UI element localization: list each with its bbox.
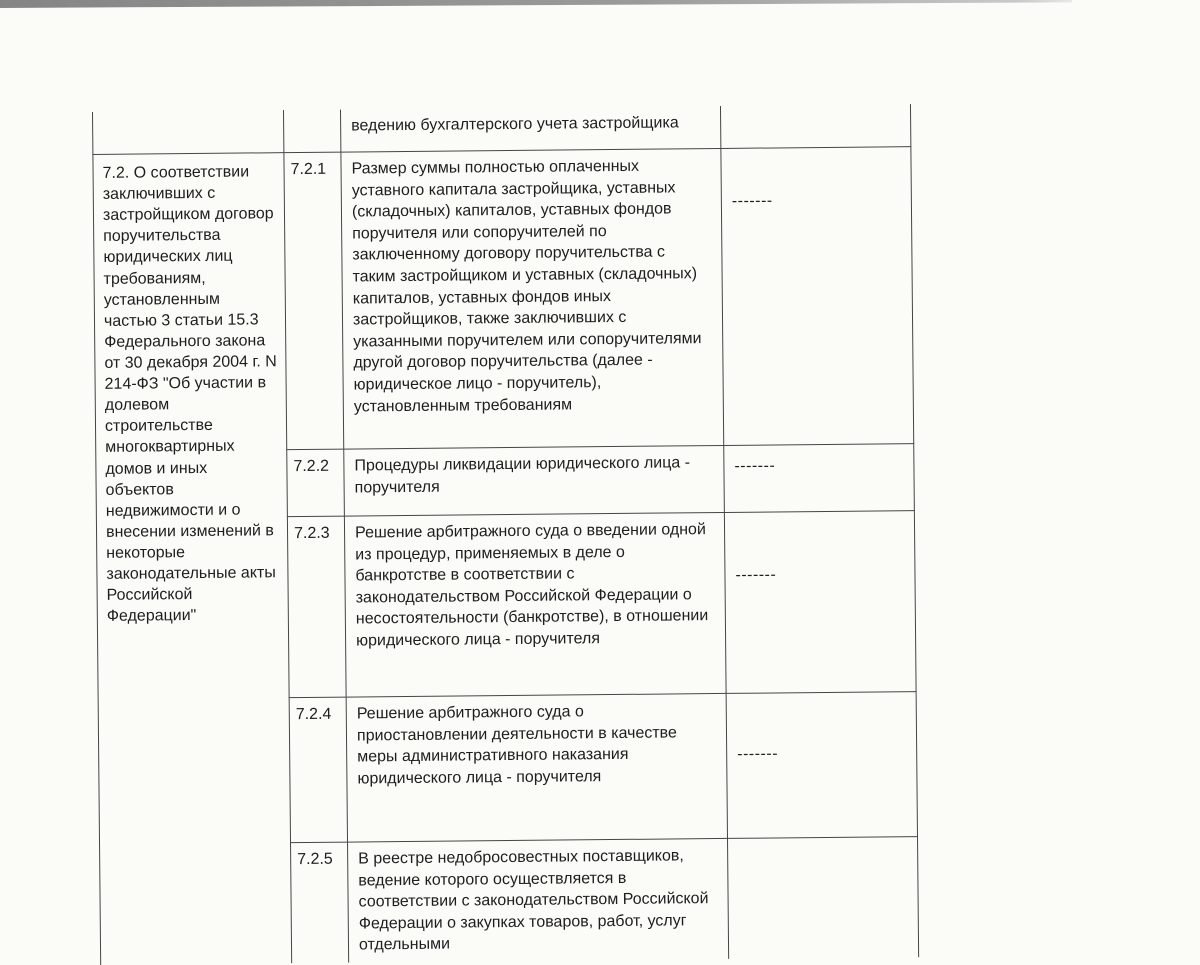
row-value bbox=[720, 104, 910, 148]
row-number bbox=[283, 110, 340, 153]
row-number: 7.2.3 bbox=[287, 516, 346, 698]
row-number: 7.2.1 bbox=[284, 152, 344, 450]
spillover-row-text: ведению бухгалтерского учета застройщика bbox=[340, 106, 720, 152]
row-description: Размер суммы полностью оплаченных уставного капитала застройщика, уставных (складочных) капиталов, уставных фондов поручителя или сопоручителей по заключенному договору поручительства с таким застройщиком и уставных (складочных) капиталов, уставных фондов иных застройщиков, также заключивших с указанными поручителем или сопоручителями другой договор поручительства (далее - юридическое лицо - поручитель), установленным требованиям bbox=[341, 148, 724, 449]
row-value: ------- bbox=[724, 444, 915, 513]
row-value bbox=[728, 837, 919, 959]
disclosure-table bbox=[92, 104, 919, 965]
row-value: ------- bbox=[726, 692, 917, 839]
left-column-empty-cell bbox=[92, 110, 283, 154]
scan-edge-artifact bbox=[0, 0, 1072, 8]
section-7-2-cell: 7.2. О соответствии заключивших с застройщиком договор поручительства юридических лиц требованиям, установленным частью 3 статьи 15.3 Федерального закона от 30 декабря 2004 г. N 214-ФЗ "Об участии в долевом строительстве многоквартирных домов и иных объектов недвижимости и о внесении изменений в некоторые законодательные акты Российской Федерации" bbox=[93, 153, 292, 965]
row-value: ------- bbox=[724, 511, 916, 694]
row-description: В реестре недобросовестных поставщиков, ведение которого осуществляется в соответствии с законодательством Российской Федерации о закупках товаров, работ, услуг отдельными bbox=[348, 838, 729, 962]
row-description: Решение арбитражного суда о введении одной из процедур, применяемых в деле о банкротстве в соответствии с законодательством Российской Федерации о несостоятельности (банкротстве), в отношении юридического лица - поручителя bbox=[344, 512, 726, 697]
row-description: Решение арбитражного суда о приостановлении деятельности в качестве меры административного наказания юридического лица - поручителя bbox=[346, 693, 727, 842]
row-number: 7.2.4 bbox=[289, 697, 347, 843]
document-table bbox=[92, 104, 919, 965]
row-description: Процедуры ликвидации юридического лица - поручителя bbox=[344, 445, 725, 516]
table-row bbox=[93, 147, 914, 452]
row-number: 7.2.5 bbox=[291, 842, 349, 963]
row-number: 7.2.2 bbox=[287, 449, 345, 517]
row-value: ------- bbox=[721, 147, 914, 446]
